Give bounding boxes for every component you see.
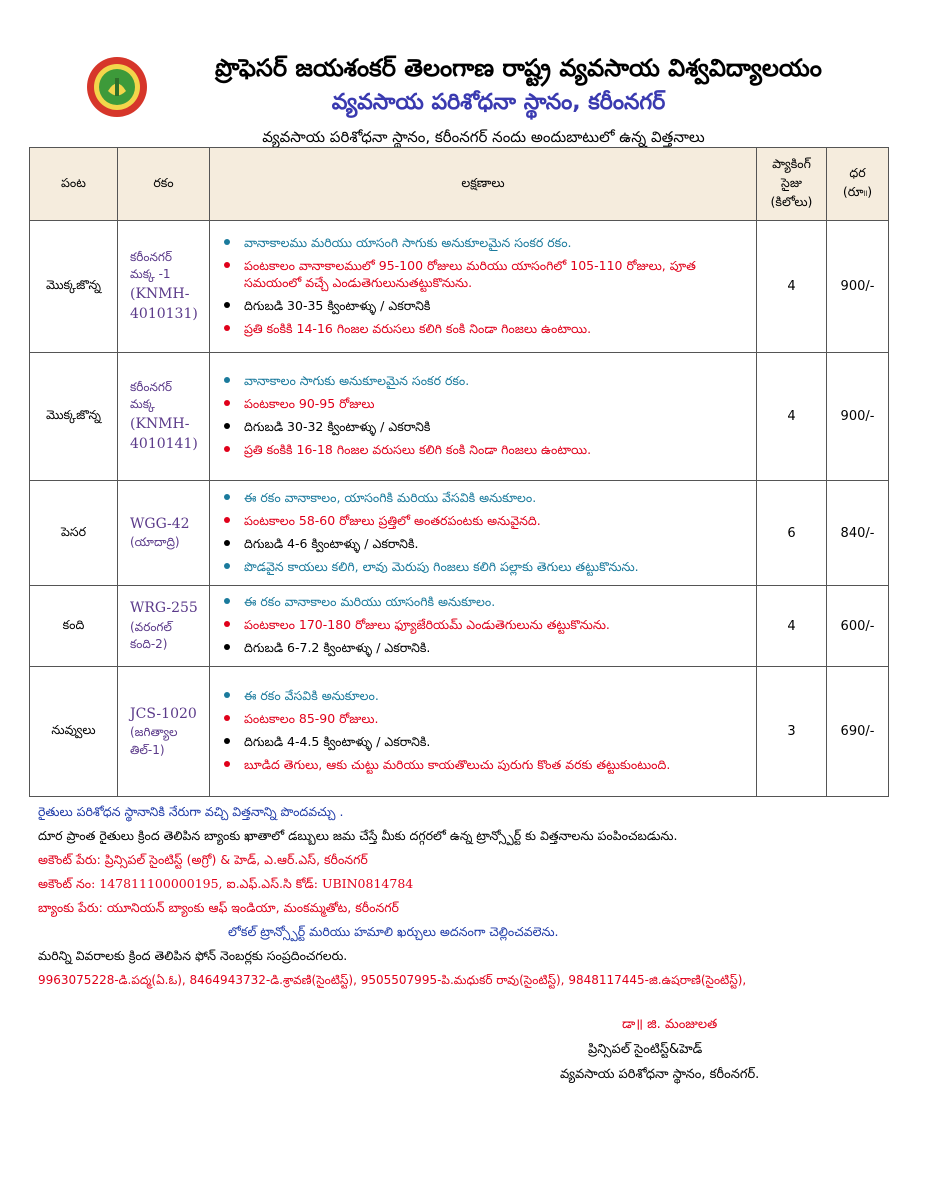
footer-contact-numbers: 9963075228-డి.పద్మ(ఏ.ఓ), 8464943732-డి.శ్రావణి(సైంటిస్ట్), 9505507995-పి.మధుకర్ రావు(సైంటిస్ట్), 9848117445-జి.ఉషరాణి(సైంటిస్ట్),	[38, 973, 747, 987]
characteristic-text: బూడిద తెగులు, ఆకు చుట్టు మరియు కాయతొలుచు పురుగు కొంత వరకు తట్టుకుంటుంది.	[244, 757, 671, 772]
footer-transport-charges: లోకల్ ట్రాన్స్పోర్ట్ మరియు హమాలి ఖర్చులు అదనంగా చెల్లించవలెను.	[228, 924, 559, 939]
list-item	[218, 733, 748, 750]
characteristic-text: దిగుబడి 4-6 క్వింటాళ్ళు / ఎకరానికి.	[244, 535, 419, 551]
list-item	[218, 441, 748, 458]
list-item	[218, 234, 748, 251]
variety-line: (KNMH-	[130, 415, 190, 432]
bullet-icon	[224, 377, 230, 383]
characteristic-text: పంటకాలం 170-180 రోజులు ఫ్యూజేరియమ్ ఎండుతెగులును తట్టుకొనును.	[244, 617, 610, 632]
crop-cell: కంది	[30, 586, 118, 667]
characteristics-list	[218, 593, 748, 656]
variety-line: (యాదాద్రి)	[130, 535, 180, 550]
characteristic-text: పంటకాలం 58-60 రోజులు ప్రత్తిలో అంతరపంటకు అనువైనది.	[244, 512, 541, 528]
characteristic-text: దిగుబడి 30-35 క్వింటాళ్ళు / ఎకరానికి	[244, 297, 431, 313]
packing-size-cell: 4	[757, 221, 827, 353]
characteristics-cell	[210, 221, 757, 353]
list-item	[218, 257, 748, 291]
price-cell: 900/-	[827, 353, 889, 481]
variety-line: WRG-255	[130, 600, 198, 617]
footer-notes	[38, 800, 898, 992]
variety-cell	[118, 667, 210, 797]
bullet-icon	[224, 262, 230, 268]
bullet-icon	[224, 494, 230, 500]
variety-line: తిల్-1)	[130, 742, 165, 757]
variety-line: కరీంనగర్	[130, 249, 173, 264]
table-row	[30, 353, 889, 481]
list-item	[218, 710, 748, 727]
signatory-office: వ్యవసాయ పరిశోధనా స్థానం, కరీంనగర్.	[560, 1067, 760, 1082]
characteristic-text: ప్రతి కంకికి 16-18 గింజల వరుసలు కలిగి కంకి నిండా గింజలు ఉంటాయి.	[244, 442, 592, 457]
list-item	[218, 320, 748, 337]
list-item	[218, 756, 748, 773]
table-row	[30, 586, 889, 667]
header-packing-line1: ప్యాకింగ్	[772, 155, 811, 171]
variety-line: కంది-2)	[130, 637, 168, 652]
list-item	[218, 297, 748, 314]
price-cell: 900/-	[827, 221, 889, 353]
station-title: వ్యవసాయ పరిశోధనా స్థానం, కరీంనగర్	[331, 90, 666, 115]
table-row	[30, 481, 889, 586]
signatory-name: డా॥ జి. మంజులత	[622, 1017, 718, 1032]
bullet-icon	[224, 692, 230, 698]
footer-contact-intro: మరిన్ని వివరాలకు క్రింద తెలిపిన ఫోన్ నెంబర్లకు సంప్రదించగలరు.	[38, 948, 348, 963]
footer-bank-name: బ్యాంకు పేరు: యూనియన్ బ్యాంకు ఆఫ్ ఇండియా, మంకమ్మతోట, కరీంనగర్	[38, 900, 399, 915]
list-item	[218, 558, 748, 575]
document-header	[0, 0, 927, 150]
characteristics-cell	[210, 481, 757, 586]
variety-line: JCS-1020	[130, 705, 197, 722]
characteristic-text: వానాకాలము మరియు యాసంగి సాగుకు అనుకూలమైన సంకర రకం.	[244, 234, 572, 250]
seed-table	[29, 147, 889, 797]
list-item	[218, 535, 748, 552]
crop-cell: మొక్కజొన్న	[30, 221, 118, 353]
bullet-icon	[224, 400, 230, 406]
list-item	[218, 639, 748, 656]
variety-line: (KNMH-	[130, 285, 190, 302]
price-cell: 600/-	[827, 586, 889, 667]
packing-size-cell: 6	[757, 481, 827, 586]
list-item	[218, 372, 748, 389]
list-item	[218, 512, 748, 529]
characteristic-text: ఈ రకం వేసవికి అనుకూలం.	[244, 688, 379, 703]
crop-cell: పెసర	[30, 481, 118, 586]
list-item	[218, 489, 748, 506]
characteristic-text: దిగుబడి 4-4.5 క్వింటాళ్ళు / ఎకరానికి.	[244, 734, 431, 749]
list-item	[218, 418, 748, 435]
header-packing-line2: సైజు	[781, 174, 802, 190]
characteristic-text: పంటకాలం వానాకాలములో 95-100 రోజులు మరియు యాసంగిలో 105-110 రోజులు, పూత సమయంలో వచ్చే ఎండుతెగులునుతట్టుకొనును.	[244, 257, 696, 290]
signature-block	[560, 1012, 840, 1087]
characteristic-text: పంటకాలం 90-95 రోజులు	[244, 396, 375, 411]
bullet-icon	[224, 563, 230, 569]
bullet-icon	[224, 715, 230, 721]
header-packing-line3: (కిలోలు)	[770, 193, 813, 209]
header-packing	[757, 148, 827, 221]
packing-size-cell: 4	[757, 586, 827, 667]
table-body	[30, 221, 889, 797]
header-price-line2: (రూ။)	[842, 184, 873, 199]
bullet-icon	[224, 517, 230, 523]
footer-direct-purchase: రైతులు పరిశోధన స్థానానికి నేరుగా వచ్చి విత్తనాన్ని పొందవచ్చు .	[38, 804, 344, 819]
characteristic-text: దిగుబడి 30-32 క్వింటాళ్ళు / ఎకరానికి	[244, 419, 431, 434]
signatory-designation: ప్రిన్సిపల్ సైంటిస్ట్&హెడ్	[588, 1042, 703, 1057]
packing-size-cell: 4	[757, 353, 827, 481]
variety-cell	[118, 586, 210, 667]
characteristic-text: పొడవైన కాయలు కలిగి, లావు మెరుపు గింజలు కలిగి పల్లాకు తెగులు తట్టుకొనును.	[244, 558, 639, 574]
characteristics-cell	[210, 353, 757, 481]
bullet-icon	[224, 738, 230, 744]
characteristic-text: ఈ రకం వానాకాలం మరియు యాసంగికి అనుకూలం.	[244, 594, 496, 609]
bullet-icon	[224, 598, 230, 604]
variety-cell	[118, 221, 210, 353]
characteristics-cell	[210, 667, 757, 797]
characteristic-text: వానాకాలం సాగుకు అనుకూలమైన సంకర రకం.	[244, 373, 470, 388]
variety-line: మక్క -1	[130, 267, 171, 282]
variety-line: కరీంనగర్	[130, 379, 173, 394]
characteristic-text: పంటకాలం 85-90 రోజులు.	[244, 711, 379, 726]
bullet-icon	[224, 446, 230, 452]
list-item	[218, 687, 748, 704]
variety-cell	[118, 481, 210, 586]
characteristics-cell	[210, 586, 757, 667]
characteristic-text: దిగుబడి 6-7.2 క్వింటాళ్ళు / ఎకరానికి.	[244, 640, 431, 655]
table-header-row	[30, 148, 889, 221]
list-item	[218, 593, 748, 610]
bullet-icon	[224, 423, 230, 429]
footer-bank-transfer: దూర ప్రాంత రైతులు క్రింద తెలిపిన బ్యాంకు ఖాతాలో డబ్బులు జమ చేస్తే మీకు దగ్గరలో ఉన్న ట్రాన్స్పోర్ట్ కు విత్తనాలను పంపించబడును.	[38, 828, 678, 843]
footer-account-number: అకౌంట్ నం: 147811100000195, ఐ.ఎఫ్.ఎస్.సి కోడ్: UBIN0814784	[38, 876, 414, 891]
footer-account-name: అకౌంట్ పేరు: ప్రిన్సిపల్ సైంటిస్ట్ (అగ్రో) & హెడ్, ఎ.ఆర్.ఎస్, కరీంనగర్	[38, 852, 368, 867]
variety-line: (వరంగల్	[130, 619, 172, 634]
table-row	[30, 667, 889, 797]
crop-cell: నువ్వులు	[30, 667, 118, 797]
crop-cell: మొక్కజొన్న	[30, 353, 118, 481]
packing-size-cell: 3	[757, 667, 827, 797]
bullet-icon	[224, 239, 230, 245]
characteristics-list	[218, 687, 748, 773]
table-heading: వ్యవసాయ పరిశోధనా స్థానం, కరీంనగర్ నందు అందుబాటులో ఉన్న విత్తనాలు	[262, 128, 705, 146]
price-cell: 690/-	[827, 667, 889, 797]
characteristic-text: ఈ రకం వానాకాలం, యాసంగికి మరియు వేసవికి అనుకూలం.	[244, 489, 537, 505]
variety-cell	[118, 353, 210, 481]
bullet-icon	[224, 325, 230, 331]
table-row	[30, 221, 889, 353]
characteristics-list	[218, 372, 748, 458]
variety-line: WGG-42	[130, 516, 190, 533]
characteristics-list	[218, 234, 748, 337]
characteristic-text: ప్రతి కంకికి 14-16 గింజల వరుసలు కలిగి కంకి నిండా గింజలు ఉంటాయి.	[244, 320, 592, 336]
list-item	[218, 395, 748, 412]
variety-line: 4010131)	[130, 305, 198, 322]
characteristics-list	[218, 489, 748, 575]
bullet-icon	[224, 621, 230, 627]
header-crop: పంట	[30, 148, 118, 221]
variety-line: (జగిత్యాల	[130, 725, 178, 740]
variety-line: మక్క	[130, 397, 155, 412]
header-variety: రకం	[118, 148, 210, 221]
price-cell: 840/-	[827, 481, 889, 586]
header-price-line1: ధర	[849, 165, 866, 180]
variety-line: 4010141)	[130, 435, 198, 452]
header-price	[827, 148, 889, 221]
bullet-icon	[224, 761, 230, 767]
list-item	[218, 616, 748, 633]
bullet-icon	[224, 540, 230, 546]
bullet-icon	[224, 644, 230, 650]
header-characteristics: లక్షణాలు	[210, 148, 757, 221]
university-title: ప్రొఫెసర్ జయశంకర్ తెలంగాణ రాష్ట్ర వ్యవసాయ విశ్వవిద్యాలయం	[215, 54, 822, 82]
bullet-icon	[224, 302, 230, 308]
